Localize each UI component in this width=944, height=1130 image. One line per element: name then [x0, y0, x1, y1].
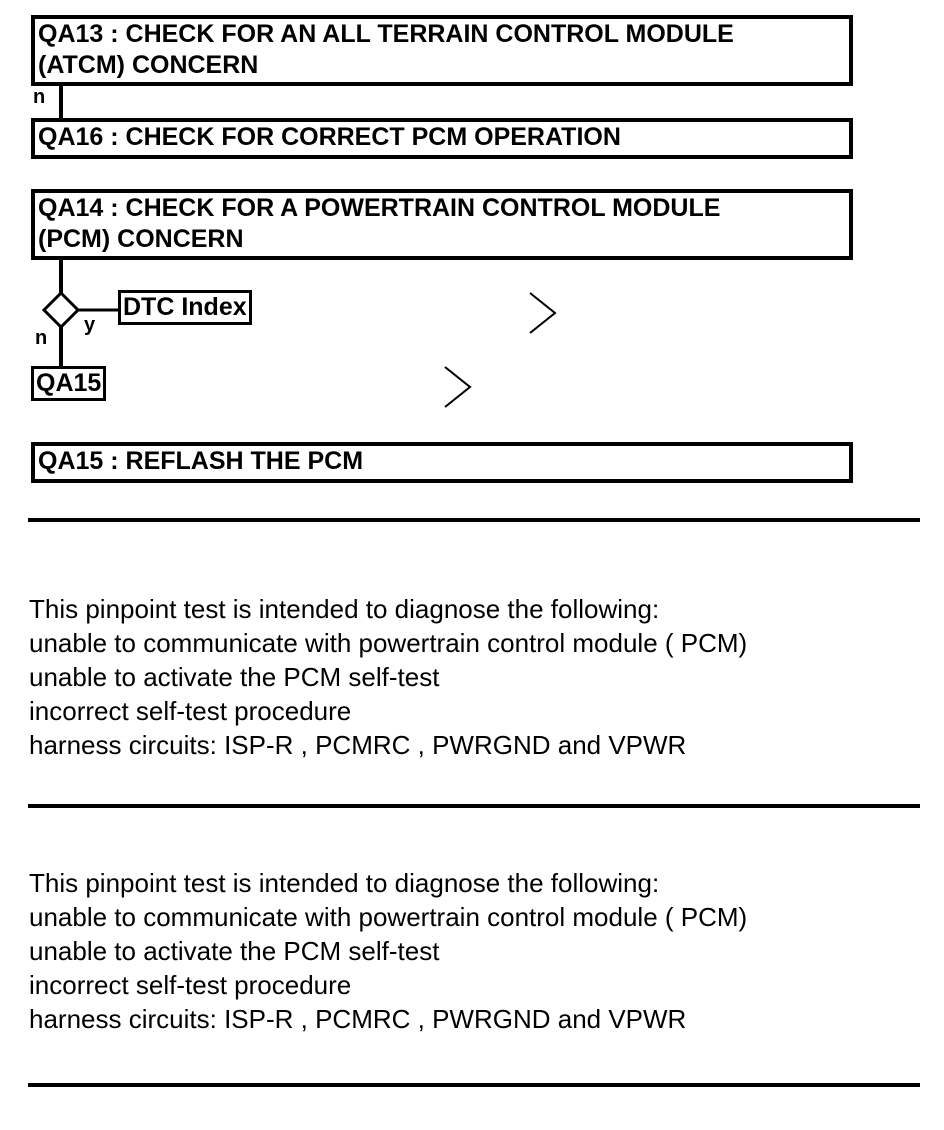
description-item: unable to activate the PCM self-test: [29, 662, 440, 692]
step-qa16-line1: QA16 : CHECK FOR CORRECT PCM OPERATION: [38, 123, 621, 151]
description-block: [29, 866, 747, 1036]
step-qa14-line1: QA14 : CHECK FOR A POWERTRAIN CONTROL MODULE: [38, 194, 721, 222]
qa15-link[interactable]: QA15: [31, 366, 106, 401]
step-qa14[interactable]: [31, 189, 853, 260]
divider: [28, 804, 920, 808]
step-qa14-line2: (PCM) CONCERN: [38, 225, 244, 253]
step-qa15-line1: QA15 : REFLASH THE PCM: [38, 447, 364, 475]
description-item: incorrect self-test procedure: [29, 970, 352, 1000]
description-item: unable to communicate with powertrain control module ( PCM): [29, 628, 748, 658]
divider: [28, 518, 920, 522]
description-item: incorrect self-test procedure: [29, 696, 352, 726]
description-item: unable to activate the PCM self-test: [29, 936, 440, 966]
step-qa16[interactable]: [31, 118, 853, 159]
divider: [28, 1083, 920, 1087]
description-item: unable to communicate with powertrain control module ( PCM): [29, 902, 748, 932]
description-block: [29, 592, 747, 762]
chevron-right-icon[interactable]: [530, 293, 555, 333]
step-qa15[interactable]: [31, 442, 853, 483]
step-qa13[interactable]: [31, 15, 853, 86]
decision-no-label: n: [35, 327, 48, 349]
step-qa13-line2: (ATCM) CONCERN: [38, 51, 259, 79]
decision-diamond: [44, 293, 78, 327]
description-intro: This pinpoint test is intended to diagnose the following:: [29, 594, 660, 624]
description-item: harness circuits: ISP-R , PCMRC , PWRGND and VPWR: [29, 1004, 687, 1034]
description-intro: This pinpoint test is intended to diagnose the following:: [29, 868, 660, 898]
decision-yes-label: y: [84, 314, 96, 336]
dtc-index-link[interactable]: DTC Index: [118, 290, 252, 325]
description-item: harness circuits: ISP-R , PCMRC , PWRGND and VPWR: [29, 730, 687, 760]
step-qa13-line1: QA13 : CHECK FOR AN ALL TERRAIN CONTROL MODULE: [38, 20, 734, 48]
qa13-no-label: n: [33, 86, 46, 108]
chevron-right-icon[interactable]: [445, 367, 470, 407]
